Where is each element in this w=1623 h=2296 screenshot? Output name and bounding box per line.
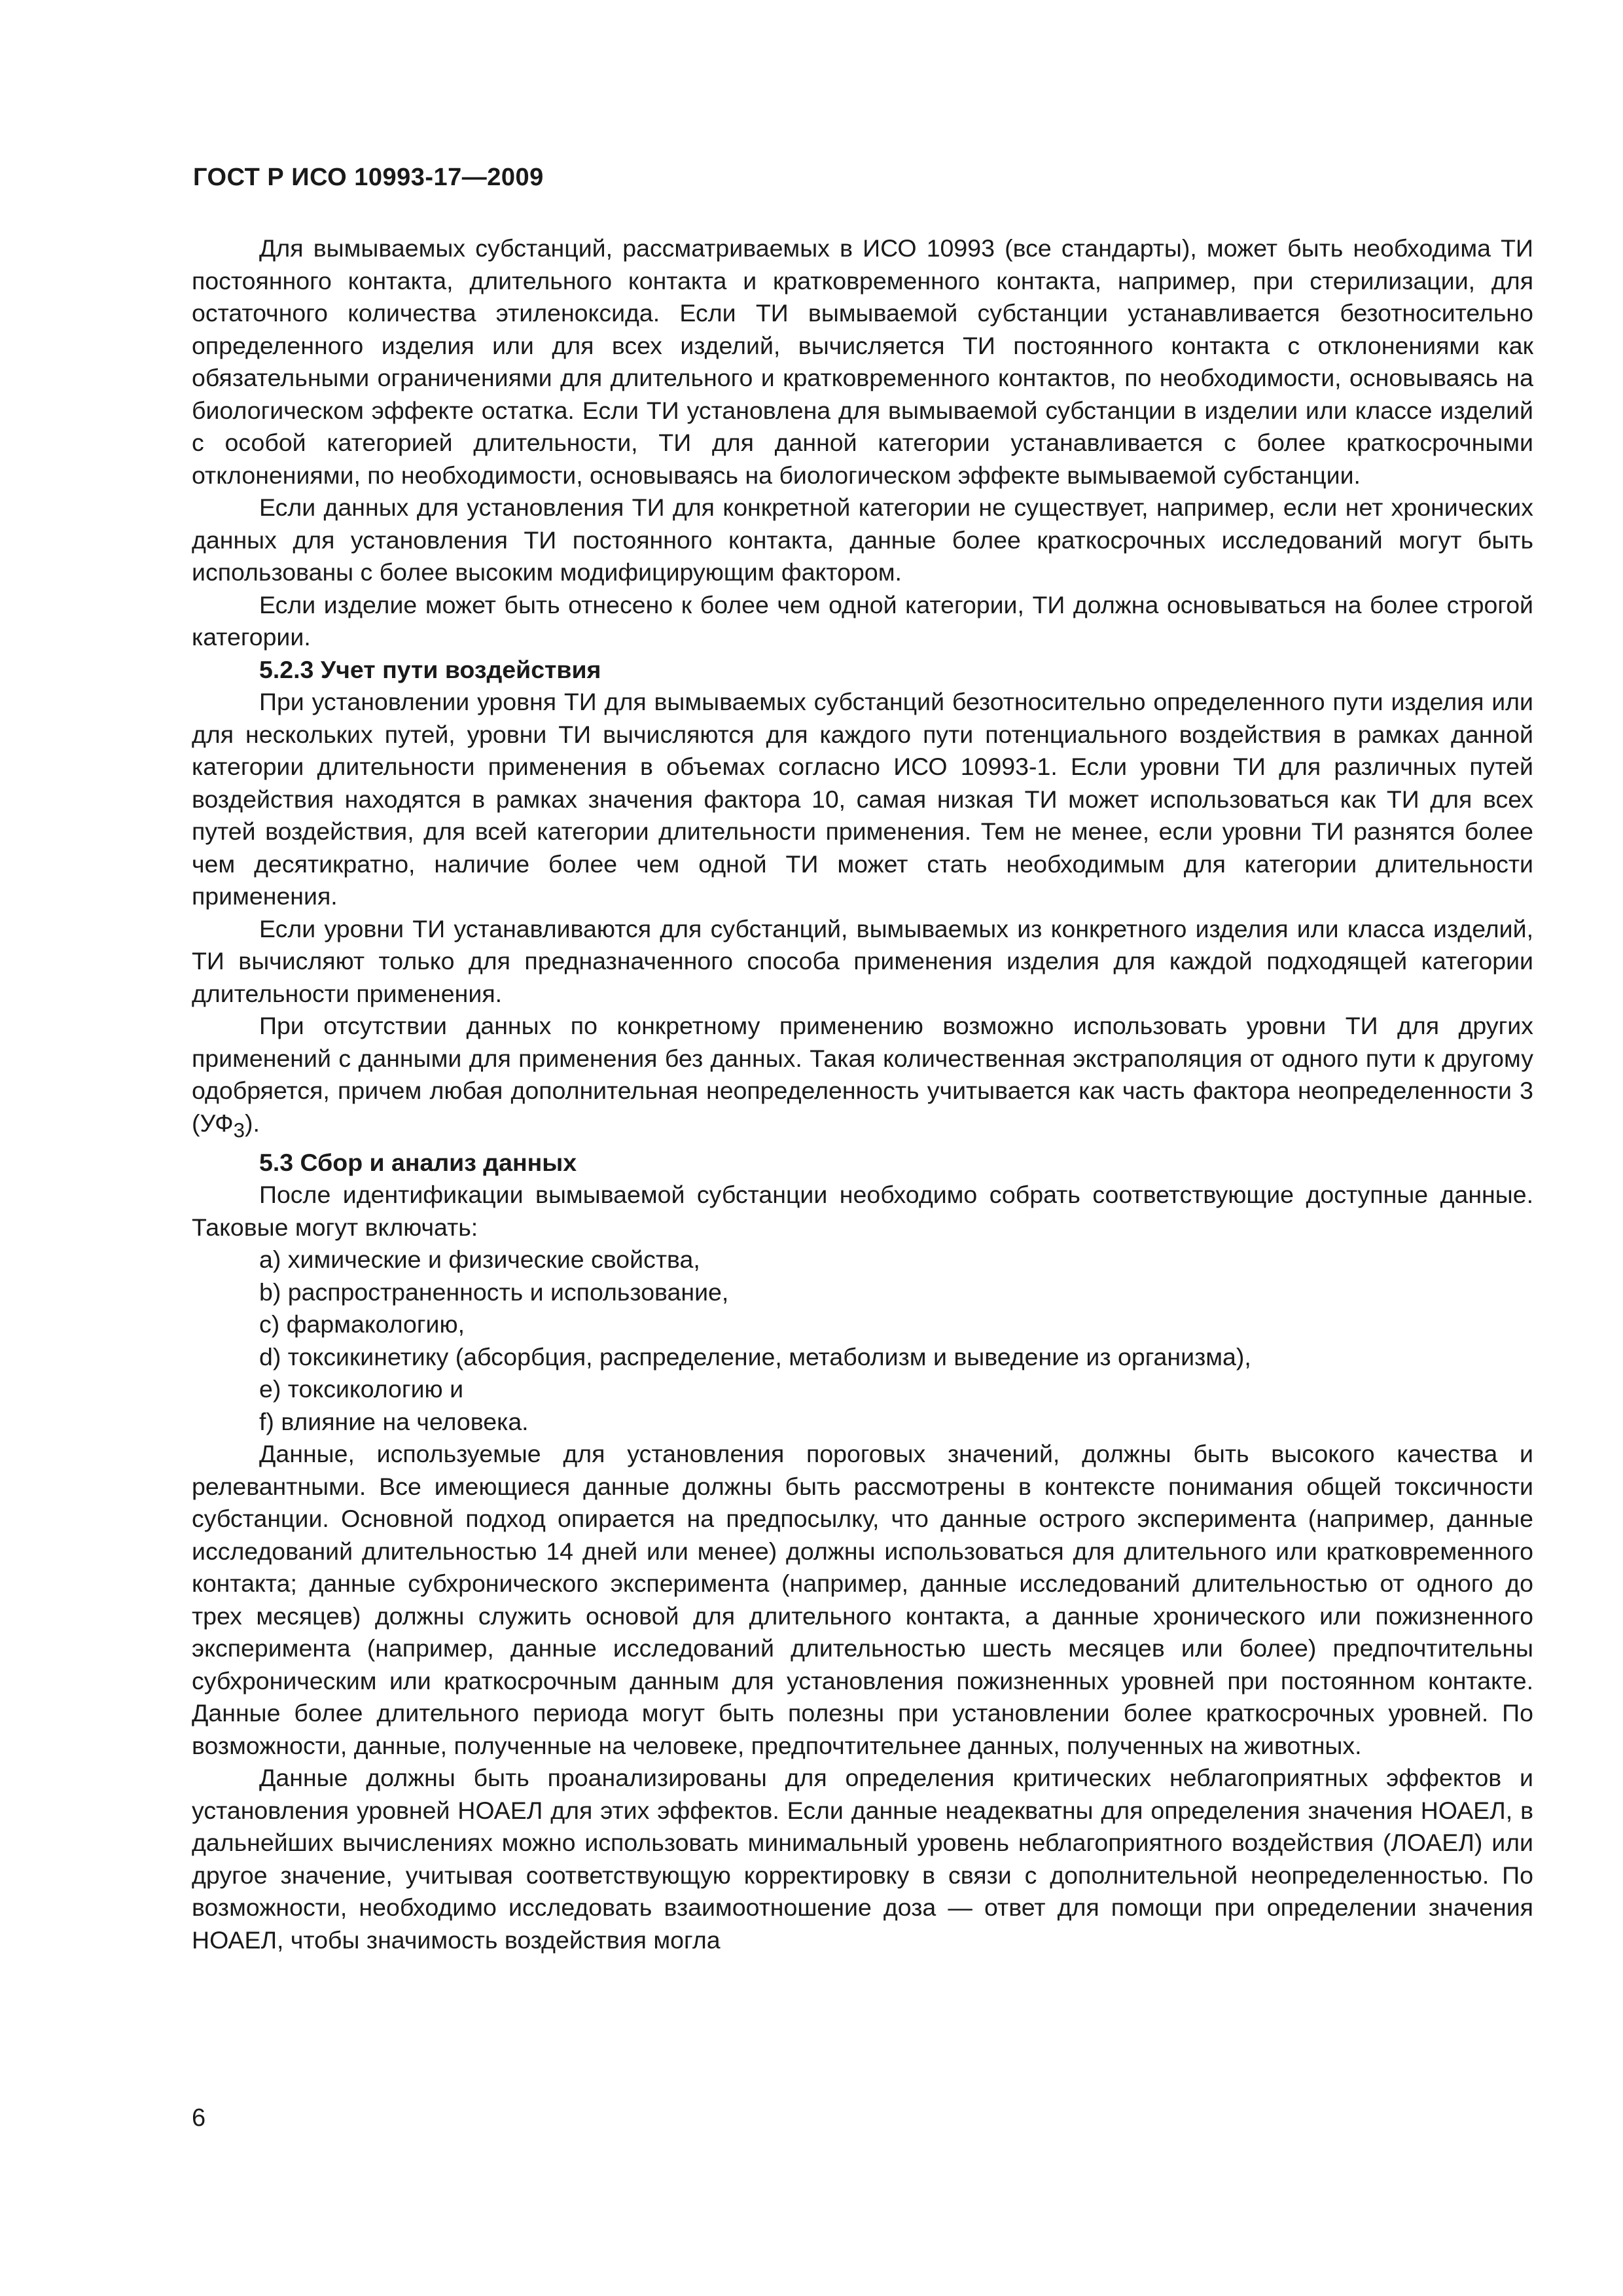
- paragraph: Если данных для установления ТИ для конкретной категории не существует, например, если нет хронических данных для установления ТИ постоянного контакта, данные более краткосрочных исследований могут быть использованы с более высоким модифицирующим фактором.: [192, 493, 1533, 586]
- paragraph: [192, 1010, 1533, 1147]
- paragraph: Данные, используемые для установления пороговых значений, должны быть высокого качества и релевантными. Все имеющиеся данные должны быть рассмотрены в контексте понимания общей токсичности субстанции. Основной подход опирается на предпосылку, что данные острого эксперимента (например, данные исследований длительностью 14 дней или менее) должны использоваться для длительного или кратковременного контакта; данные субхронического эксперимента (например, данные исследований длительностью от одного до трех месяцев) должны служить основой для длительного контакта, а данные хронического или пожизненного эксперимента (например, данные исследований длительностью шесть месяцев или более) предпочтительны субхроническим или краткосрочным данным для установления пожизненных уровней при постоянном контакте. Данные более длительного периода могут быть полезны при установлении более краткосрочных уровней. По возможности, данные, полученные на человеке, предпочтительнее данных, полученных на животных.: [192, 1440, 1533, 1759]
- page-number: 6: [192, 2104, 206, 2132]
- paragraph-text: При отсутствии данных по конкретному применению возможно использовать уровни ТИ для других применений с данными для применения без данных. Такая количественная экстраполяция от одного пути к другому одобряется, причем любая дополнительная неопределенность учитывается как часть фактора неопределенности 3 (УФ: [192, 1012, 1533, 1137]
- list-item: b) распространенность и использование,: [259, 1278, 729, 1306]
- paragraph: При установлении уровня ТИ для вымываемых субстанций безотносительно определенного пути изделия или для нескольких путей, уровни ТИ вычисляются для каждого пути потенциального воздействия в рамках данной категории длительности применения в объемах согласно ИСО 10993-1. Если уровни ТИ для различных путей воздействия находятся в рамках значения фактора 10, самая низкая ТИ может использоваться как ТИ для всех путей воздействия, для всей категории длительности применения. Тем не менее, если уровни ТИ разнятся более чем десятикратно, наличие более чем одной ТИ может стать необходимым для категории длительности применения.: [192, 688, 1533, 910]
- list-item: f) влияние на человека.: [259, 1407, 529, 1435]
- paragraph-text: ).: [244, 1109, 260, 1137]
- paragraph: После идентификации вымываемой субстанции необходимо собрать соответствующие доступные данные. Таковые могут включать:: [192, 1181, 1533, 1241]
- paragraph: Если изделие может быть отнесено к более чем одной категории, ТИ должна основываться на более строгой категории.: [192, 590, 1533, 651]
- document-body: [192, 232, 1533, 1956]
- list-item: c) фармакологию,: [259, 1310, 465, 1338]
- document-header: ГОСТ Р ИСО 10993-17—2009: [193, 164, 544, 191]
- section-heading-5-2-3: 5.2.3 Учет пути воздействия: [259, 655, 601, 683]
- list-item: d) токсикинетику (абсорбция, распределение, метаболизм и выведение из организма),: [259, 1342, 1251, 1371]
- paragraph: Данные должны быть проанализированы для определения критических неблагоприятных эффектов и установления уровней НОАЕЛ для этих эффектов. Если данные неадекватны для определения значения НОАЕЛ, в дальнейших вычислениях можно использовать минимальный уровень неблагоприятного воздействия (ЛОАЕЛ) или другое значение, учитывая соответствующую корректировку в связи с дополнительной неопределенностью. По возможности, необходимо исследовать взаимоотношение доза — ответ для помощи при определении значения НОАЕЛ, чтобы значимость воздействия могла: [192, 1764, 1533, 1954]
- subscript: 3: [233, 1119, 245, 1141]
- paragraph: Для вымываемых субстанций, рассматриваемых в ИСО 10993 (все стандарты), может быть необходима ТИ постоянного контакта, длительного контакта и кратковременного контакта, например, при стерилизации, для остаточного количества этиленоксида. Если ТИ вымываемой субстанции устанавливается безотносительно определенного изделия или для всех изделий, вычисляется ТИ постоянного контакта с отклонениями как обязательными ограничениями для длительного и кратковременного контактов, по необходимости, основываясь на биологическом эффекте остатка. Если ТИ установлена для вымываемой субстанции в изделии или классе изделий с особой категорией длительности, ТИ для данной категории устанавливается с более краткосрочными отклонениями, по необходимости, основываясь на биологическом эффекте вымываемой субстанции.: [192, 234, 1533, 489]
- list-item: a) химические и физические свойства,: [259, 1246, 700, 1273]
- paragraph: Если уровни ТИ устанавливаются для субстанций, вымываемых из конкретного изделия или класса изделий, ТИ вычисляют только для предназначенного способа применения изделия для каждой подходящей категории длительности применения.: [192, 914, 1533, 1007]
- list-item: e) токсикологию и: [259, 1375, 464, 1403]
- section-heading-5-3: 5.3 Сбор и анализ данных: [259, 1148, 577, 1176]
